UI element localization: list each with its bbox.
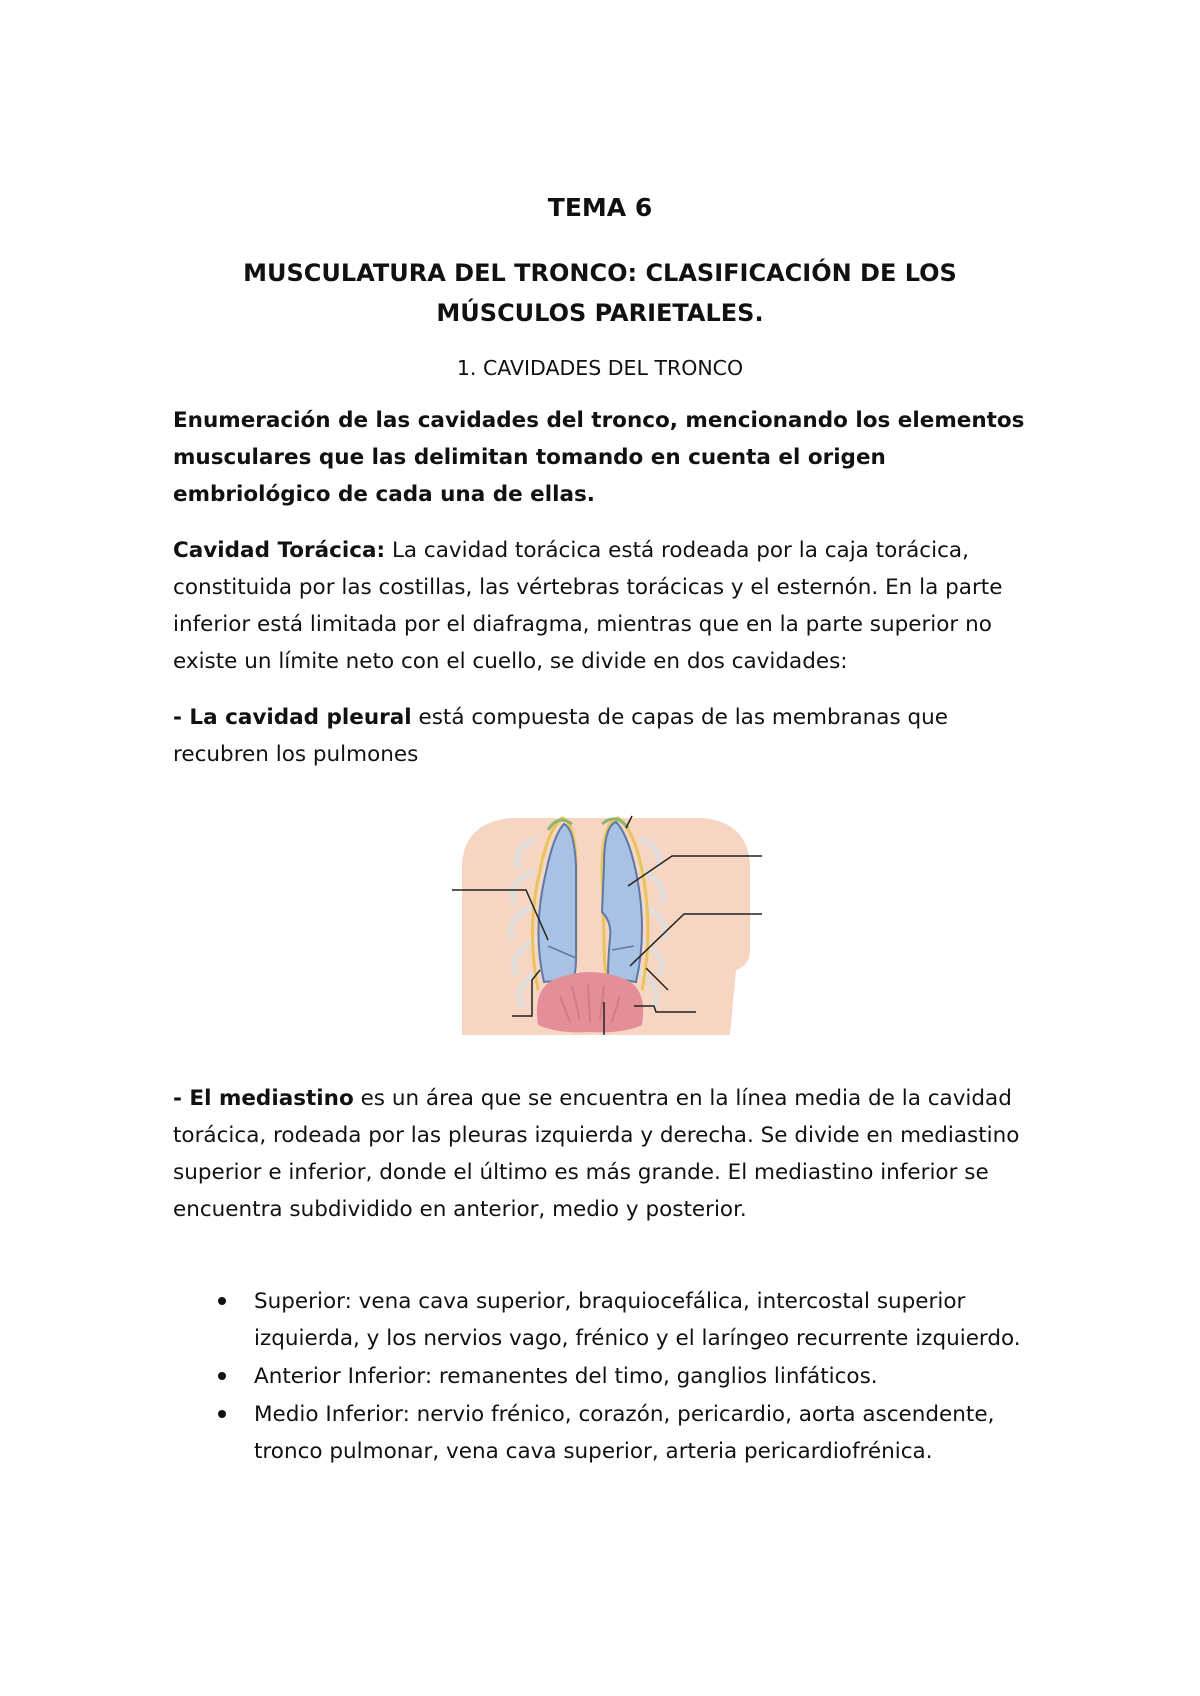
toracica-paragraph [173, 532, 1033, 680]
list-item-text: Anterior Inferior: remanentes del timo, ganglios linfáticos. [254, 1364, 878, 1389]
section-heading: 1. CAVIDADES DEL TRONCO [456, 356, 744, 380]
mediastino-label: - El mediastino [173, 1086, 354, 1111]
pleural-label: - La cavidad pleural [173, 705, 412, 730]
list-item [218, 1283, 1038, 1357]
toracica-text: La cavidad torácica está rodeada por la caja torácica, constituida por las costillas, las vértebras torácicas y el esternón. En la parte inferior está limitada por el diafragma, mientras que en la parte superior no existe un límite neto con el cuello, se divide en dos cavidades: [173, 538, 1003, 674]
list-item-text: Superior: vena cava superior, braquiocefálica, intercostal superior izquierda, y los nervios vago, frénico y el laríngeo recurrente izquierdo. [254, 1289, 1021, 1351]
list-item-text: Medio Inferior: nervio frénico, corazón, pericardio, aorta ascendente, tronco pulmonar, vena cava superior, arteria pericardiofrénica. [254, 1402, 995, 1464]
bullet-icon [218, 1372, 226, 1380]
mediastino-text: es un área que se encuentra en la línea media de la cavidad torácica, rodeada por las pleuras izquierda y derecha. Se divide en mediastino superior e inferior, donde el último es más grande. El mediastino inferior se encuentra subdividido en anterior, medio y posterior. [173, 1086, 1020, 1222]
main-title-line1: MUSCULATURA DEL TRONCO: CLASIFICACIÓN DE LOS [243, 259, 957, 287]
pleural-paragraph [173, 699, 1033, 773]
main-title-line2: MÚSCULOS PARIETALES. [436, 299, 764, 327]
bullet-icon [218, 1297, 226, 1305]
diaphragm [537, 972, 643, 1032]
tema-heading: TEMA 6 [547, 193, 653, 222]
list-item [218, 1358, 1038, 1395]
mediastino-paragraph [173, 1080, 1033, 1228]
bullet-icon [218, 1410, 226, 1418]
pleural-text: está compuesta de capas de las membranas que recubren los pulmones [173, 705, 948, 767]
list-item [218, 1396, 1038, 1470]
mediastino-list [218, 1283, 1038, 1471]
main-title [0, 253, 1200, 333]
toracica-label: Cavidad Torácica: [173, 538, 386, 563]
thorax-diagram-image [452, 810, 762, 1035]
intro-paragraph: Enumeración de las cavidades del tronco, mencionando los elementos musculares que las delimitan tomando en cuenta el origen embriológico de cada una de ellas. [173, 408, 1025, 507]
